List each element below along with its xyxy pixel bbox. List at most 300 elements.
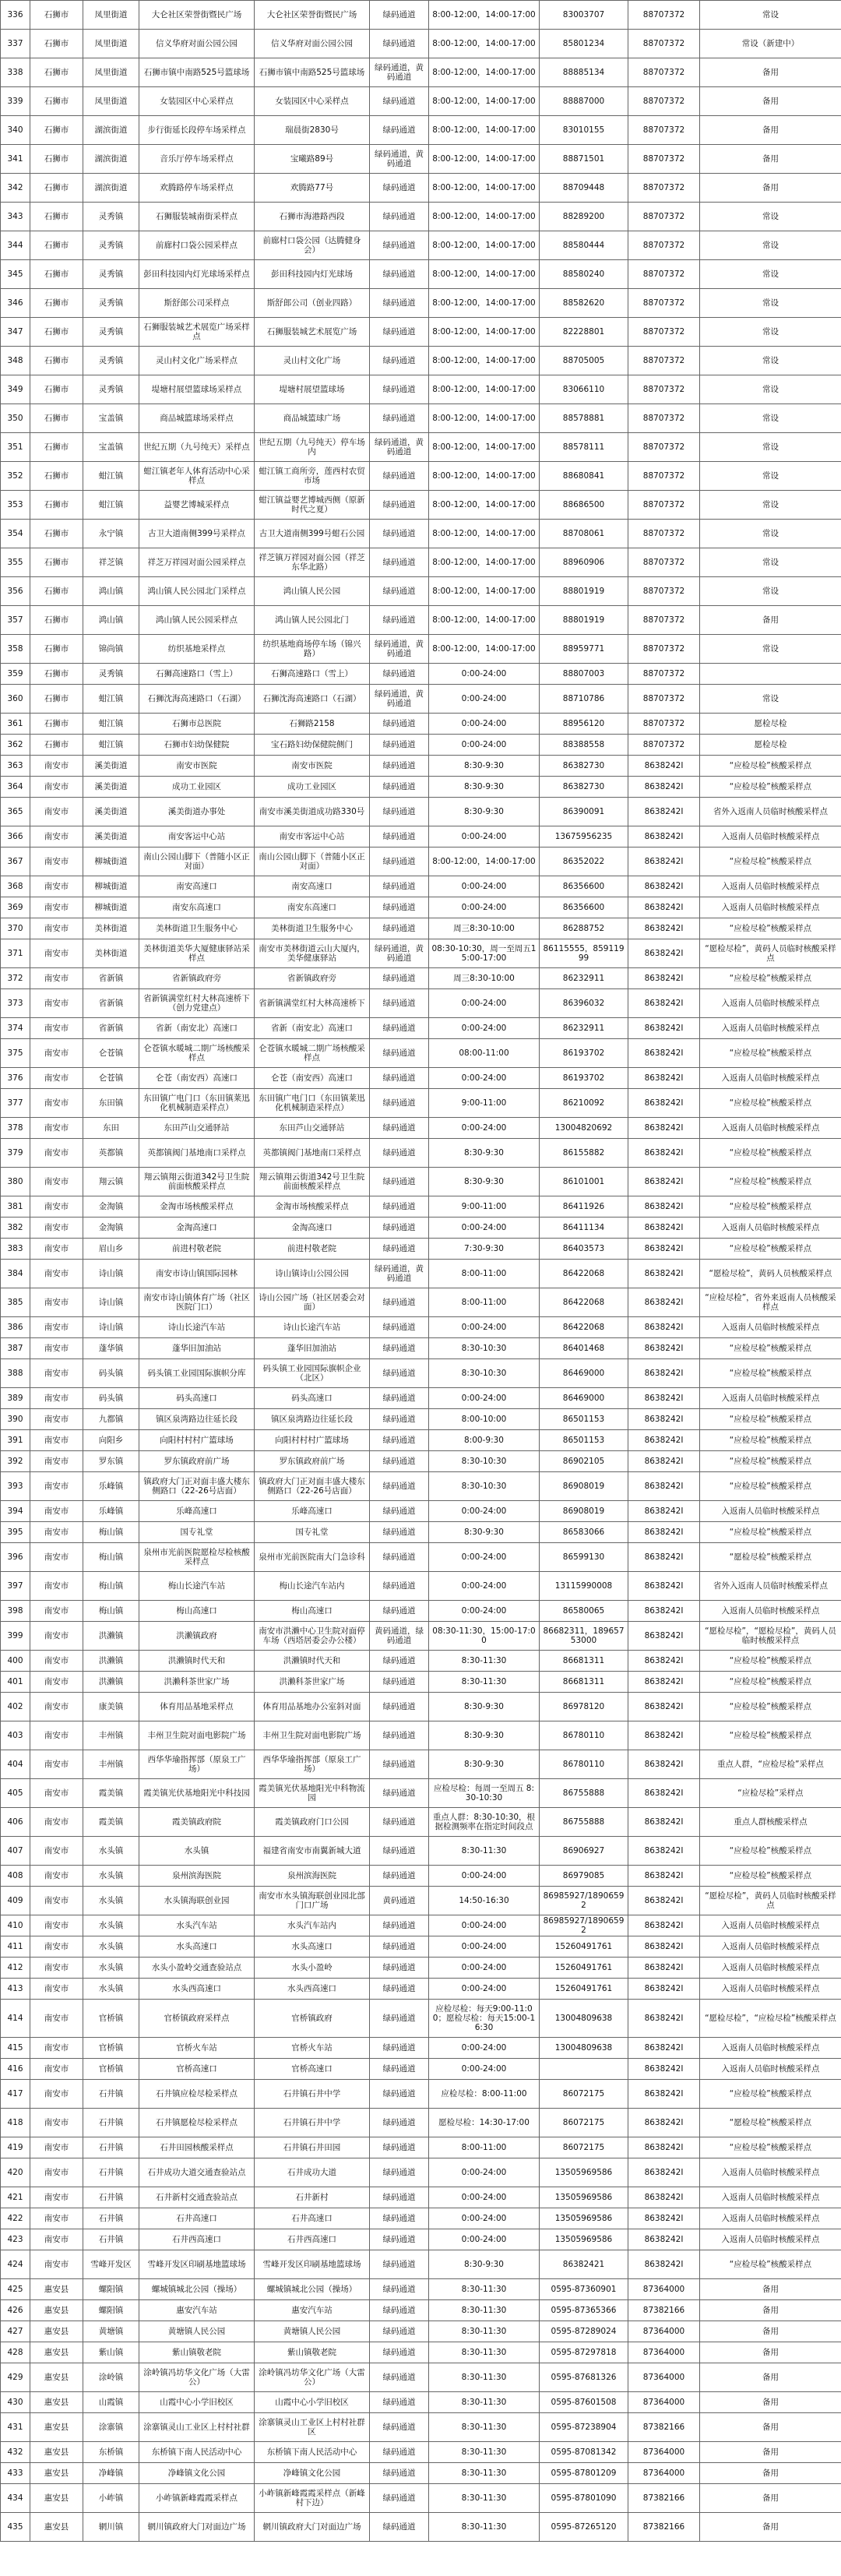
cell-row-number: 391 xyxy=(1,1430,30,1451)
cell-town: 灵秀镇 xyxy=(83,664,139,685)
cell-site-name: 水头小盈岭交通查验站点 xyxy=(139,1958,255,1979)
cell-city: 南安市 xyxy=(30,1196,83,1218)
cell-row-number: 342 xyxy=(1,174,30,203)
cell-remark: 入返南人员临时核酸采样点 xyxy=(700,2229,841,2250)
cell-address: 石井镇石井中学 xyxy=(255,2109,370,2137)
cell-city: 石狮市 xyxy=(30,203,83,231)
cell-row-number: 389 xyxy=(1,1388,30,1409)
cell-site-name: 古卫大道南侧399号采样点 xyxy=(139,520,255,548)
cell-code-channel: 绿码通道 xyxy=(370,1239,429,1260)
cell-row-number: 372 xyxy=(1,968,30,989)
cell-code-channel: 绿码通道 xyxy=(370,1522,429,1543)
cell-code-channel: 绿码通道 xyxy=(370,87,429,116)
cell-remark: “愿检尽检”，“愿检尽检”，黄码人员临时核酸采样点 xyxy=(700,1622,841,1651)
cell-town: 雪峰开发区 xyxy=(83,2250,139,2279)
cell-town: 九都镇 xyxy=(83,1409,139,1430)
cell-sampling-time: 0:00-24:00 xyxy=(429,1018,540,1039)
cell-complaint-phone: 8638242I xyxy=(628,848,700,876)
cell-sampling-time: 0:00-24:00 xyxy=(429,897,540,918)
cell-city: 南安市 xyxy=(30,918,83,939)
cell-row-number: 345 xyxy=(1,260,30,289)
cell-row-number: 356 xyxy=(1,577,30,606)
cell-row-number: 385 xyxy=(1,1288,30,1317)
table-row xyxy=(1,685,841,714)
cell-town: 眉山乡 xyxy=(83,1239,139,1260)
cell-code-channel: 绿码通道，黄码通道 xyxy=(370,1260,429,1288)
cell-remark: “应检尽检”核酸采样点 xyxy=(700,1651,841,1672)
cell-code-channel: 绿码通道 xyxy=(370,1196,429,1218)
table-row xyxy=(1,1068,841,1089)
cell-complaint-phone: 88707372 xyxy=(628,548,700,577)
cell-contact-phone: 82228801 xyxy=(540,318,628,347)
cell-city: 石狮市 xyxy=(30,404,83,433)
cell-code-channel: 绿码通道 xyxy=(370,2279,429,2300)
cell-contact-phone: 88887000 xyxy=(540,87,628,116)
cell-contact-phone: 86681311 xyxy=(540,1651,628,1672)
cell-remark: “愿检尽检”，黄码人员临时核酸采样点 xyxy=(700,1887,841,1915)
cell-sampling-time: 0:00-24:00 xyxy=(429,664,540,685)
cell-city: 南安市 xyxy=(30,1338,83,1359)
cell-complaint-phone: 88707372 xyxy=(628,606,700,635)
cell-complaint-phone: 88707372 xyxy=(628,231,700,260)
cell-city: 南安市 xyxy=(30,2137,83,2158)
table-row xyxy=(1,1089,841,1118)
cell-contact-phone: 13004809638 xyxy=(540,2038,628,2059)
cell-town: 螺阳镇 xyxy=(83,2279,139,2300)
cell-code-channel: 绿码通道 xyxy=(370,260,429,289)
cell-remark: 入返南人员临时核酸采样点 xyxy=(700,2208,841,2229)
cell-row-number: 387 xyxy=(1,1338,30,1359)
cell-row-number: 355 xyxy=(1,548,30,577)
cell-city: 南安市 xyxy=(30,1915,83,1936)
cell-row-number: 350 xyxy=(1,404,30,433)
cell-town: 水头镇 xyxy=(83,1915,139,1936)
cell-row-number: 377 xyxy=(1,1089,30,1118)
cell-city: 南安市 xyxy=(30,1672,83,1693)
cell-site-name: 仑苍（南安西）高速口 xyxy=(139,1068,255,1089)
cell-town: 溪美街道 xyxy=(83,777,139,798)
cell-row-number: 417 xyxy=(1,2080,30,2109)
cell-contact-phone: 86599130 xyxy=(540,1543,628,1572)
cell-code-channel: 绿码通道 xyxy=(370,918,429,939)
cell-sampling-time: 8:30-10:30 xyxy=(429,1451,540,1472)
cell-sampling-time: 8:00-12:00，14:00-17:00 xyxy=(429,462,540,491)
cell-complaint-phone: 88707372 xyxy=(628,318,700,347)
cell-row-number: 359 xyxy=(1,664,30,685)
cell-town: 柳城街道 xyxy=(83,848,139,876)
cell-city: 南安市 xyxy=(30,1750,83,1779)
cell-address: 古卫大道南侧399号蚶石公园 xyxy=(255,520,370,548)
cell-site-name: 涂寨镇灵山工业区上村村社群 xyxy=(139,2413,255,2442)
cell-town: 诗山镇 xyxy=(83,1288,139,1317)
cell-complaint-phone: 8638242I xyxy=(628,1218,700,1239)
cell-contact-phone: 86985927/18906592 xyxy=(540,1887,628,1915)
cell-site-name: 石狮服装城艺术展览广场采样点 xyxy=(139,318,255,347)
cell-complaint-phone: 8638242I xyxy=(628,918,700,939)
cell-code-channel: 绿码通道 xyxy=(370,1409,429,1430)
cell-contact-phone: 86155882 xyxy=(540,1139,628,1168)
cell-code-channel: 绿码通道，黄码通道 xyxy=(370,939,429,968)
cell-complaint-phone: 87382166 xyxy=(628,2300,700,2321)
cell-site-name: 紫山镇敬老院 xyxy=(139,2342,255,2363)
cell-remark: 入返南人员临时核酸采样点 xyxy=(700,2158,841,2187)
table-row xyxy=(1,1651,841,1672)
cell-row-number: 383 xyxy=(1,1239,30,1260)
cell-address: 宝曦路89号 xyxy=(255,145,370,174)
cell-city: 南安市 xyxy=(30,1721,83,1750)
cell-sampling-time: 9:00-11:00 xyxy=(429,1196,540,1218)
cell-code-channel: 绿码通道 xyxy=(370,1866,429,1887)
cell-complaint-phone: 8638242I xyxy=(628,1887,700,1915)
cell-code-channel: 绿码通道 xyxy=(370,2513,429,2542)
cell-city: 南安市 xyxy=(30,1601,83,1622)
cell-contact-phone: 0595-87801090 xyxy=(540,2484,628,2513)
cell-complaint-phone: 88707372 xyxy=(628,375,700,404)
table-row xyxy=(1,1779,841,1808)
cell-remark: 愿检尽检 xyxy=(700,735,841,756)
cell-city: 南安市 xyxy=(30,1522,83,1543)
cell-city: 南安市 xyxy=(30,1260,83,1288)
table-row xyxy=(1,2137,841,2158)
cell-city: 南安市 xyxy=(30,2080,83,2109)
cell-town: 黄塘镇 xyxy=(83,2321,139,2342)
cell-address: 水头西高速口 xyxy=(255,1979,370,2000)
table-row xyxy=(1,1260,841,1288)
cell-complaint-phone: 8638242I xyxy=(628,1288,700,1317)
cell-address: 梅山长途汽车站内 xyxy=(255,1572,370,1601)
cell-address: 蚶江镇益婴艺博城西侧（原新时代之夏） xyxy=(255,491,370,520)
cell-remark: 入返南人员临时核酸采样点 xyxy=(700,2038,841,2059)
cell-address: 石井西高速口 xyxy=(255,2229,370,2250)
cell-contact-phone: 15260491761 xyxy=(540,1958,628,1979)
cell-contact-phone: 88801919 xyxy=(540,606,628,635)
cell-contact-phone: 86352022 xyxy=(540,848,628,876)
cell-address: 石狮市海港路西段 xyxy=(255,203,370,231)
cell-remark: 备用 xyxy=(700,2413,841,2442)
cell-city: 南安市 xyxy=(30,1887,83,1915)
cell-sampling-time: 8:00-12:00，14:00-17:00 xyxy=(429,848,540,876)
cell-sampling-time: 0:00-24:00 xyxy=(429,1572,540,1601)
cell-address: 国专礼堂 xyxy=(255,1522,370,1543)
cell-contact-phone: 88686500 xyxy=(540,491,628,520)
cell-address: 水头汽车站内 xyxy=(255,1915,370,1936)
cell-town: 水头镇 xyxy=(83,1837,139,1866)
table-row xyxy=(1,1388,841,1409)
cell-contact-phone: 88580240 xyxy=(540,260,628,289)
cell-sampling-time: 重点人群：8:30-10:30，根据检测频率在指定时间段点 xyxy=(429,1808,540,1837)
cell-sampling-time: 8:00-12:00，14:00-17:00 xyxy=(429,30,540,58)
cell-town: 蚶江镇 xyxy=(83,685,139,714)
cell-city: 南安市 xyxy=(30,968,83,989)
cell-remark: “应检尽检”核酸采样点 xyxy=(700,1672,841,1693)
cell-complaint-phone: 88707372 xyxy=(628,58,700,87)
cell-complaint-phone: 8638242I xyxy=(628,968,700,989)
cell-contact-phone: 86396032 xyxy=(540,989,628,1018)
cell-sampling-time: 8:00-12:00，14:00-17:00 xyxy=(429,433,540,462)
cell-complaint-phone: 8638242I xyxy=(628,826,700,848)
cell-city: 南安市 xyxy=(30,1288,83,1317)
cell-city: 石狮市 xyxy=(30,491,83,520)
cell-complaint-phone: 88707372 xyxy=(628,30,700,58)
cell-complaint-phone: 8638242I xyxy=(628,1779,700,1808)
table-row xyxy=(1,1501,841,1522)
cell-code-channel: 绿码通道 xyxy=(370,1601,429,1622)
cell-town: 码头镇 xyxy=(83,1359,139,1388)
cell-city: 南安市 xyxy=(30,1543,83,1572)
cell-complaint-phone: 8638242I xyxy=(628,2187,700,2208)
cell-sampling-time: 8:00-9:30 xyxy=(429,1430,540,1451)
cell-row-number: 434 xyxy=(1,2484,30,2513)
cell-complaint-phone: 8638242I xyxy=(628,1750,700,1779)
cell-row-number: 379 xyxy=(1,1139,30,1168)
cell-contact-phone: 86401468 xyxy=(540,1338,628,1359)
cell-remark: 备用 xyxy=(700,2442,841,2463)
cell-complaint-phone: 87364000 xyxy=(628,2321,700,2342)
cell-row-number: 397 xyxy=(1,1572,30,1601)
cell-row-number: 414 xyxy=(1,2000,30,2038)
cell-site-name: 镇政府大门正对面丰盛大楼东侧路口（22-26号店面） xyxy=(139,1472,255,1501)
cell-remark xyxy=(700,664,841,685)
cell-city: 石狮市 xyxy=(30,520,83,548)
cell-row-number: 361 xyxy=(1,714,30,735)
cell-town: 东田镇 xyxy=(83,1089,139,1118)
cell-complaint-phone: 8638242I xyxy=(628,989,700,1018)
table-row xyxy=(1,735,841,756)
cell-city: 惠安县 xyxy=(30,2363,83,2392)
table-row xyxy=(1,2158,841,2187)
cell-town: 洪濑镇 xyxy=(83,1672,139,1693)
cell-town: 省新镇 xyxy=(83,989,139,1018)
cell-town: 石井镇 xyxy=(83,2137,139,2158)
cell-code-channel: 绿码通道 xyxy=(370,2158,429,2187)
cell-code-channel: 绿码通道 xyxy=(370,1672,429,1693)
cell-code-channel: 绿码通道 xyxy=(370,548,429,577)
cell-sampling-time: 8:00-11:00 xyxy=(429,2137,540,2158)
cell-row-number: 393 xyxy=(1,1472,30,1501)
cell-code-channel: 绿码通道 xyxy=(370,1168,429,1196)
cell-site-name: 洪濑科茶世家广场 xyxy=(139,1672,255,1693)
cell-sampling-time: 8:00-12:00，14:00-17:00 xyxy=(429,203,540,231)
cell-remark: “应检尽检”，省外来返南人员核酸采样点 xyxy=(700,1288,841,1317)
cell-row-number: 396 xyxy=(1,1543,30,1572)
cell-complaint-phone: 87364000 xyxy=(628,2279,700,2300)
cell-remark: 常设 xyxy=(700,404,841,433)
cell-sampling-time: 8:30-9:30 xyxy=(429,1168,540,1196)
cell-site-name: 金淘高速口 xyxy=(139,1218,255,1239)
cell-address: 镇政府大门正对面丰盛大楼东侧路口（22-26号店面） xyxy=(255,1472,370,1501)
cell-code-channel: 绿码通道 xyxy=(370,2109,429,2137)
cell-remark: 备用 xyxy=(700,606,841,635)
cell-sampling-time: 8:00-12:00，14:00-17:00 xyxy=(429,491,540,520)
cell-complaint-phone: 8638242I xyxy=(628,1958,700,1979)
cell-city: 南安市 xyxy=(30,1139,83,1168)
table-row xyxy=(1,989,841,1018)
cell-city: 南安市 xyxy=(30,1979,83,2000)
cell-town: 水头镇 xyxy=(83,1936,139,1958)
cell-row-number: 431 xyxy=(1,2413,30,2442)
cell-city: 南安市 xyxy=(30,1837,83,1866)
cell-contact-phone: 86288752 xyxy=(540,918,628,939)
cell-address: 金淘市场核酸采样点 xyxy=(255,1196,370,1218)
cell-row-number: 429 xyxy=(1,2363,30,2392)
cell-sampling-time: 8:00-12:00，14:00-17:00 xyxy=(429,318,540,347)
cell-row-number: 426 xyxy=(1,2300,30,2321)
cell-code-channel: 绿码通道 xyxy=(370,577,429,606)
cell-row-number: 384 xyxy=(1,1260,30,1288)
cell-town: 湖滨街道 xyxy=(83,145,139,174)
cell-code-channel: 绿码通道 xyxy=(370,1288,429,1317)
cell-remark: 备用 xyxy=(700,2279,841,2300)
cell-city: 南安市 xyxy=(30,876,83,897)
cell-complaint-phone: 8638242I xyxy=(628,1139,700,1168)
table-row xyxy=(1,260,841,289)
table-row xyxy=(1,2229,841,2250)
cell-address: 石狮路2158 xyxy=(255,714,370,735)
cell-remark: 重点人群，“应检尽检”采样点 xyxy=(700,1750,841,1779)
cell-site-name: 镇区泉湾路边往延长段 xyxy=(139,1409,255,1430)
cell-complaint-phone: 8638242I xyxy=(628,1936,700,1958)
cell-complaint-phone: 8638242I xyxy=(628,1522,700,1543)
cell-remark: 入返南人员临时核酸采样点 xyxy=(700,876,841,897)
cell-code-channel: 绿码通道 xyxy=(370,375,429,404)
cell-site-name: 官桥高速口 xyxy=(139,2059,255,2080)
cell-remark: “应检尽检”采样点 xyxy=(700,1779,841,1808)
cell-row-number: 360 xyxy=(1,685,30,714)
cell-row-number: 363 xyxy=(1,756,30,777)
cell-remark: 入返南人员临时核酸采样点 xyxy=(700,1958,841,1979)
cell-contact-phone: 88885134 xyxy=(540,58,628,87)
cell-contact-phone: 86908019 xyxy=(540,1501,628,1522)
cell-complaint-phone: 87382166 xyxy=(628,2484,700,2513)
cell-row-number: 401 xyxy=(1,1672,30,1693)
cell-complaint-phone: 8638242I xyxy=(628,2000,700,2038)
cell-sampling-time: 7:30-9:30 xyxy=(429,1239,540,1260)
cell-complaint-phone: 8638242I xyxy=(628,1693,700,1721)
cell-code-channel: 绿码通道 xyxy=(370,174,429,203)
cell-city: 南安市 xyxy=(30,1317,83,1338)
cell-address: 石井镇石井田园 xyxy=(255,2137,370,2158)
cell-code-channel: 绿码通道 xyxy=(370,1388,429,1409)
cell-town: 螺阳镇 xyxy=(83,2300,139,2321)
cell-contact-phone: 88871501 xyxy=(540,145,628,174)
cell-code-channel: 绿码通道 xyxy=(370,347,429,375)
cell-contact-phone: 86501153 xyxy=(540,1430,628,1451)
cell-row-number: 382 xyxy=(1,1218,30,1239)
cell-address: 霞美镇政府门口公园 xyxy=(255,1808,370,1837)
cell-complaint-phone: 8638242I xyxy=(628,1721,700,1750)
cell-town: 诗山镇 xyxy=(83,1260,139,1288)
cell-complaint-phone: 8638242I xyxy=(628,1118,700,1139)
cell-sampling-time: 8:00-12:00，14:00-17:00 xyxy=(429,404,540,433)
cell-contact-phone: 88709448 xyxy=(540,174,628,203)
cell-sampling-time: 14:50-16:30 xyxy=(429,1887,540,1915)
cell-town: 梅山镇 xyxy=(83,1543,139,1572)
cell-sampling-time: 8:30-9:30 xyxy=(429,777,540,798)
cell-complaint-phone: 88707372 xyxy=(628,664,700,685)
cell-contact-phone: 86193702 xyxy=(540,1068,628,1089)
table-row xyxy=(1,2279,841,2300)
cell-address: 螺城镇城北公园（操场） xyxy=(255,2279,370,2300)
cell-contact-phone: 83010155 xyxy=(540,116,628,145)
cell-city: 惠安县 xyxy=(30,2442,83,2463)
cell-address: 大仑社区荣誉街暨民广场 xyxy=(255,1,370,30)
cell-code-channel: 绿码通道 xyxy=(370,826,429,848)
cell-sampling-time: 08:00-11:00 xyxy=(429,1039,540,1068)
cell-code-channel: 黄码通道 xyxy=(370,1887,429,1915)
cell-sampling-time: 8:00-12:00，14:00-17:00 xyxy=(429,347,540,375)
table-row xyxy=(1,1808,841,1837)
cell-town: 蚶江镇 xyxy=(83,714,139,735)
cell-remark: 入返南人员临时核酸采样点 xyxy=(700,826,841,848)
cell-sampling-time: 8:00-11:00 xyxy=(429,1260,540,1288)
cell-row-number: 381 xyxy=(1,1196,30,1218)
cell-contact-phone: 0595-87365366 xyxy=(540,2300,628,2321)
cell-complaint-phone: 88707372 xyxy=(628,404,700,433)
table-row xyxy=(1,1451,841,1472)
cell-town: 辋川镇 xyxy=(83,2513,139,2542)
cell-remark: 入返南人员临时核酸采样点 xyxy=(700,989,841,1018)
cell-contact-phone: 0595-87801209 xyxy=(540,2463,628,2484)
cell-code-channel: 绿码通道，黄码通道 xyxy=(370,433,429,462)
cell-address: 省新镇满堂红村大林高速桥下 xyxy=(255,989,370,1018)
cell-remark: “应检尽检”核酸采样点 xyxy=(700,1359,841,1388)
cell-city: 石狮市 xyxy=(30,145,83,174)
cell-contact-phone: 86382730 xyxy=(540,777,628,798)
cell-row-number: 388 xyxy=(1,1359,30,1388)
cell-row-number: 418 xyxy=(1,2109,30,2137)
cell-city: 南安市 xyxy=(30,1388,83,1409)
cell-sampling-time: 0:00-24:00 xyxy=(429,1118,540,1139)
cell-code-channel: 绿码通道 xyxy=(370,798,429,826)
cell-site-name: 商品城篮球场采样点 xyxy=(139,404,255,433)
cell-sampling-time: 0:00-24:00 xyxy=(429,1979,540,2000)
table-row xyxy=(1,1543,841,1572)
cell-row-number: 369 xyxy=(1,897,30,918)
cell-address: 东田镇广电门口（东田镇莱迅化机械制造采样点） xyxy=(255,1089,370,1118)
table-row xyxy=(1,1837,841,1866)
cell-site-name: 前进村敬老院 xyxy=(139,1239,255,1260)
cell-remark: 备用 xyxy=(700,2513,841,2542)
cell-sampling-time: 8:30-11:30 xyxy=(429,2513,540,2542)
cell-row-number: 424 xyxy=(1,2250,30,2279)
cell-contact-phone: 88680841 xyxy=(540,462,628,491)
cell-row-number: 433 xyxy=(1,2463,30,2484)
cell-code-channel: 绿码通道 xyxy=(370,1430,429,1451)
cell-code-channel: 绿码通道 xyxy=(370,777,429,798)
cell-complaint-phone: 88707372 xyxy=(628,520,700,548)
cell-contact-phone: 86072175 xyxy=(540,2080,628,2109)
cell-complaint-phone: 8638242I xyxy=(628,1168,700,1196)
cell-code-channel: 绿码通道 xyxy=(370,1936,429,1958)
cell-remark: 入返南人员临时核酸采样点 xyxy=(700,1388,841,1409)
cell-address: 世纪五期（九号纯天）停车场内 xyxy=(255,433,370,462)
table-row xyxy=(1,1887,841,1915)
table-row xyxy=(1,2038,841,2059)
table-row xyxy=(1,1018,841,1039)
cell-site-name: 官桥镇政府采样点 xyxy=(139,2000,255,2038)
cell-code-channel: 绿码通道 xyxy=(370,1915,429,1936)
cell-site-name: 水头汽车站 xyxy=(139,1915,255,1936)
cell-code-channel: 绿码通道 xyxy=(370,989,429,1018)
cell-address: 石井成功大道 xyxy=(255,2158,370,2187)
cell-site-name: 雪峰开发区印刷基地篮球场 xyxy=(139,2250,255,2279)
table-row xyxy=(1,1338,841,1359)
cell-code-channel: 绿码通道 xyxy=(370,756,429,777)
cell-remark: “应检尽检”核酸采样点 xyxy=(700,1338,841,1359)
cell-remark: 常设 xyxy=(700,203,841,231)
cell-code-channel: 绿码通道 xyxy=(370,1018,429,1039)
cell-code-channel: 绿码通道 xyxy=(370,1317,429,1338)
